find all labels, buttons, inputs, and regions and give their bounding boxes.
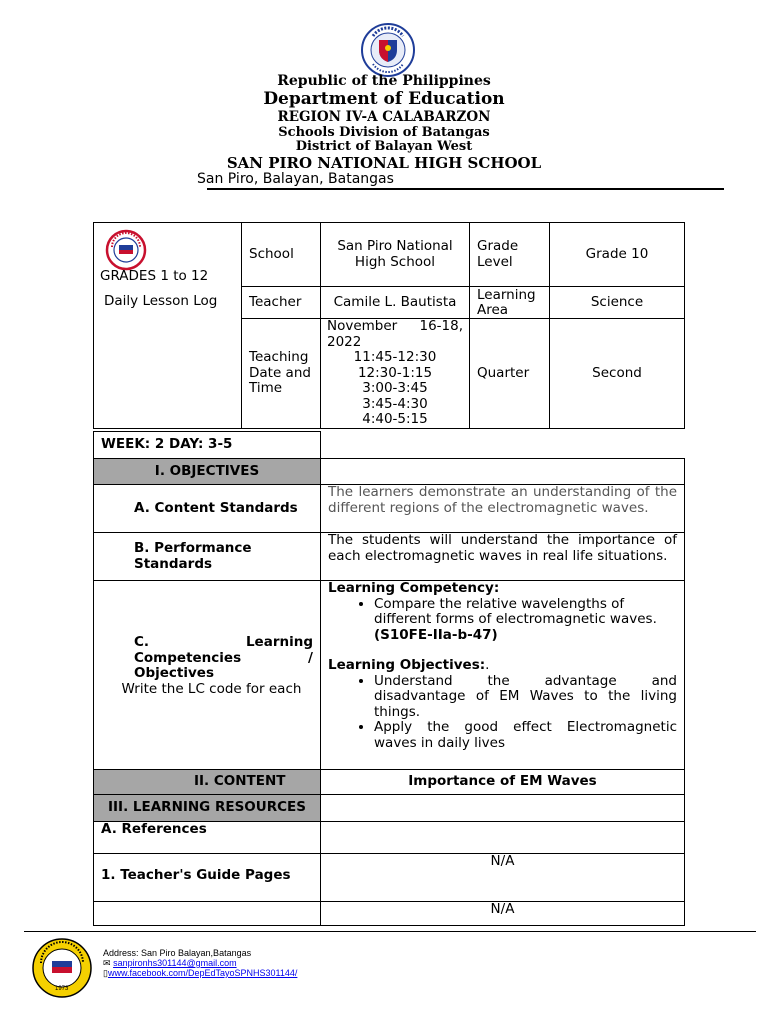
lc-label-cell [93, 580, 321, 770]
lo-item: • Understand the advantage and disadvantage of EM Waves to the living things. [374, 674, 677, 721]
date-range: November 16-18, 2022 [327, 318, 463, 350]
date-time-label: Teaching Date and Time [241, 318, 321, 429]
department-title: Department of Education [263, 89, 505, 109]
performance-standards-label: B. Performance Standards [93, 532, 321, 581]
lc-note: Write the LC code for each [121, 680, 302, 697]
footer-facebook-line [103, 968, 297, 979]
grade-level-label: Grade Level [469, 222, 550, 287]
lc-content-cell: Learning Competency: • Compare the relative wavelengths of different forms of electromagnetic waves. (S10FE-IIa-b-47) Learning Objectives:. • Understand the advantage and disadvantage of EM Waves to the living things. • Apply the good effect Electromagnetic waves in daily lives [320, 580, 685, 770]
resources-heading: III. LEARNING RESOURCES [93, 794, 321, 822]
references-blank [320, 821, 685, 854]
objectives-blank [320, 458, 685, 485]
resources-blank [320, 794, 685, 822]
references-label: A. References [93, 821, 321, 854]
school-name: SAN PIRO NATIONAL HIGH SCHOOL [226, 154, 542, 172]
lc-label: C. Learning Competencies / Objectives [134, 634, 313, 681]
time-slot: 11:45-12:30 [353, 349, 437, 365]
time-slot: 3:00-3:45 [362, 380, 428, 396]
grade-level-value: Grade 10 [549, 222, 685, 287]
dll-label: Daily Lesson Log [104, 293, 218, 309]
performance-standards-value: The students will understand the importance of each electromagnetic waves in real life situations. [320, 532, 685, 581]
content-standards-value: The learners demonstrate an understanding of the different regions of the electromagnetic waves. [320, 484, 685, 533]
district-label: District of Balayan West [295, 139, 473, 154]
learning-area-value: Science [549, 286, 685, 319]
mail-icon: ✉ [103, 958, 111, 968]
dll-title-cell [93, 222, 242, 429]
lc-item: • Compare the relative wavelengths of different forms of electromagnetic waves. (S10FE-IIa-b-47) [374, 597, 677, 644]
content-value: Importance of EM Waves [320, 769, 685, 795]
content-heading: II. CONTENT [93, 769, 321, 795]
footer-address: Address: San Piro Balayan,Batangas [103, 948, 252, 958]
facebook-link[interactable]: www.facebook.com/DepEdTayoSPNHS301144/ [107, 968, 298, 978]
facebook-icon: ▯ [103, 968, 108, 978]
header-divider [207, 188, 724, 190]
tg-label: 1. Teacher's Guide Pages [93, 853, 321, 902]
quarter-label: Quarter [469, 318, 550, 429]
content-standards-label: A. Content Standards [93, 484, 321, 533]
time-slot: 12:30-1:15 [357, 364, 433, 381]
week-day-label: WEEK: 2 DAY: 3-5 [93, 431, 321, 459]
grades-label: GRADES 1 to 12 [100, 268, 209, 284]
next-row-label [93, 901, 321, 926]
next-row-value: N/A [320, 901, 685, 926]
email-link[interactable]: sanpironhs301144@gmail.com [113, 958, 237, 968]
learning-area-label: Learning Area [469, 286, 550, 319]
time-slot: 4:40-5:15 [362, 411, 428, 427]
time-slot: 3:45-4:30 [362, 395, 428, 412]
deped-seal-icon [351, 22, 425, 78]
lc-code: (S10FE-IIa-b-47) [374, 626, 498, 643]
logo-year: 1973 [55, 986, 69, 992]
tg-value: N/A [320, 853, 685, 902]
lo-heading: Learning Objectives: [328, 657, 486, 673]
teacher-label: Teacher [241, 286, 321, 319]
division-label: Schools Division of Batangas [278, 125, 490, 140]
school-badge-icon [105, 229, 147, 271]
lo-item: • Apply the good effect Electromagnetic waves in daily lives [374, 720, 677, 751]
teacher-value: Camile L. Bautista [320, 286, 470, 319]
region-label: REGION IV-A CALABARZON [277, 109, 491, 125]
date-time-value [320, 318, 470, 429]
objectives-heading: I. OBJECTIVES [93, 458, 321, 485]
lc-heading: Learning Competency: [328, 580, 500, 596]
quarter-value: Second [549, 318, 685, 429]
footer-divider [24, 931, 756, 932]
republic-label: Republic of the Philippines [277, 73, 491, 89]
school-address: San Piro, Balayan, Batangas [197, 171, 394, 187]
school-label: School [241, 222, 321, 287]
school-value: San Piro National High School [320, 222, 470, 287]
